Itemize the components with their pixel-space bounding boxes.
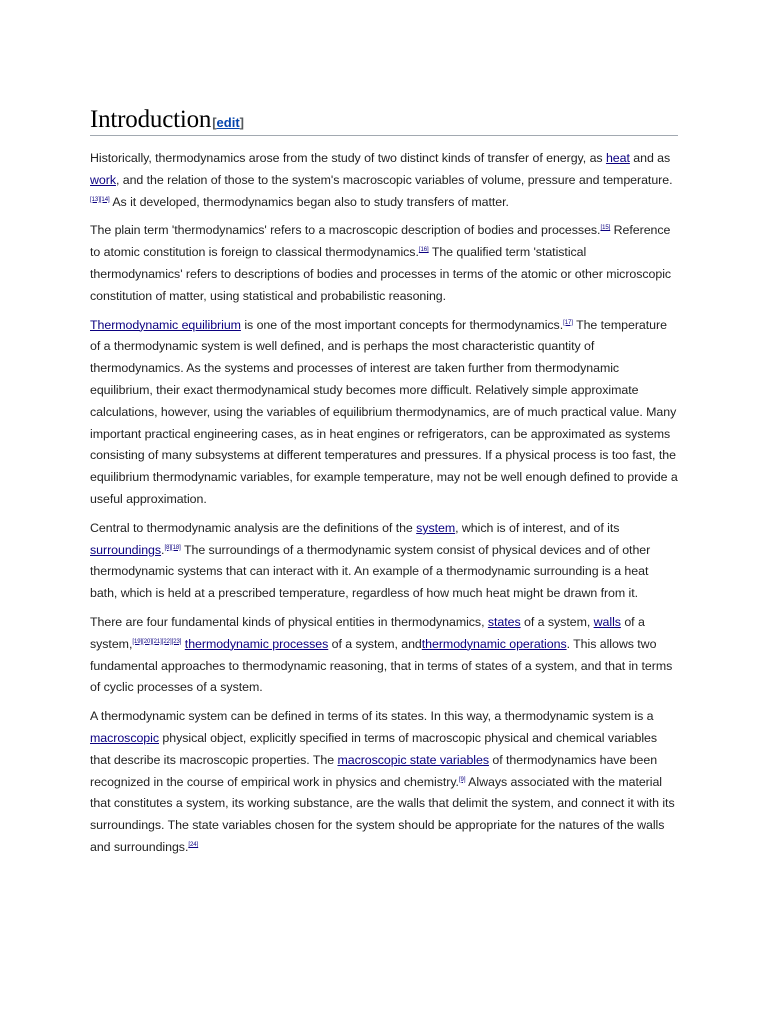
- link-thermodynamic-operations[interactable]: thermodynamic operations: [421, 636, 567, 651]
- text: of thermodynamics have been recognized in the course of empirical work in physics and chemistry.: [90, 752, 658, 789]
- text: , and the relation of those to the system's macroscopic variables of volume, pressure and temperature.: [115, 172, 673, 187]
- text: There are four fundamental kinds of physical entities in thermodynamics,: [90, 614, 488, 629]
- edit-bracket-close: ]: [239, 115, 244, 130]
- text: .: [161, 542, 165, 557]
- citation-ref[interactable]: [19][20][21][22][23]: [132, 638, 182, 645]
- link-heat[interactable]: heat: [605, 151, 630, 165]
- text: A thermodynamic system can be defined in terms of its states. In this way, a thermodynamic system is a: [90, 709, 654, 724]
- paragraph-1: [90, 148, 678, 213]
- link-thermodynamic-equilibrium[interactable]: Thermodynamic equilibrium: [90, 317, 241, 332]
- citation-ref[interactable]: [17]: [563, 319, 573, 326]
- link-thermodynamic-processes[interactable]: thermodynamic processes: [184, 636, 329, 651]
- article-body: [90, 106, 678, 866]
- text: Always associated with the material that constitutes a system, its working substance, are the walls that delimit the system, and connect it with its surroundings. The state variables chosen for the system should be appropriate for the natures of the walls and surroundings.: [90, 774, 675, 854]
- text: The qualified term 'statistical thermodynamics' refers to descriptions of bodies and processes in terms of the atomic or other microscopic constitution of matter, using statistical and probabilistic reasoning.: [90, 245, 672, 303]
- link-system[interactable]: system: [416, 520, 456, 535]
- paragraph-6: [90, 706, 678, 859]
- link-states[interactable]: states: [487, 614, 521, 629]
- text: . This allows two fundamental approaches to thermodynamic reasoning, that in terms of states of a system, and that in terms of cyclic processes of a system.: [90, 636, 673, 695]
- paragraph-4: [90, 518, 678, 605]
- text: Reference to atomic constitution is foreign to classical thermodynamics.: [90, 223, 671, 260]
- link-macroscopic-state-variables[interactable]: macroscopic state variables: [337, 752, 489, 767]
- text: , which is of interest, and of its: [455, 520, 620, 535]
- text: As it developed, thermodynamics began also to study transfers of matter.: [109, 194, 509, 209]
- paragraph-5: [90, 612, 678, 699]
- citation-ref[interactable]: [8][18]: [164, 544, 181, 551]
- edit-section: [212, 115, 244, 130]
- text: Central to thermodynamic analysis are the definitions of the: [90, 520, 417, 535]
- text: The plain term 'thermodynamics' refers to a macroscopic description of bodies and processes.: [90, 223, 601, 238]
- text: is one of the most important concepts for thermodynamics.: [240, 317, 564, 332]
- citation-ref[interactable]: [13][14]: [90, 196, 110, 203]
- text: The surroundings of a thermodynamic system consist of physical devices and of other thermodynamic systems that can interact with it. An example of a thermodynamic surrounding is a heat bath, which is held at a prescribed temperature, regardless of how much heat might be drawn from it.: [90, 542, 651, 601]
- text: of a system,: [90, 614, 645, 651]
- edit-link[interactable]: edit: [216, 115, 240, 130]
- link-work[interactable]: work: [90, 172, 116, 187]
- citation-ref[interactable]: [16]: [418, 247, 429, 254]
- text: Historically, thermodynamics arose from the study of two distinct kinds of transfer of energy, as: [90, 151, 606, 165]
- text: The temperature of a thermodynamic system is well defined, and is perhaps the most characteristic quantity of thermodynamics. As the systems and processes of interest are taken further from thermodynamic equilibrium, their exact thermodynamical study becomes more difficult. Relatively simple approximate calculations, however, using the variables of equilibrium thermodynamics, are of much practical value. Many important practical engineering cases, as in heat engines or refrigerators, can be approximated as systems consisting of many subsystems at different temperatures and pressures. If a physical process is too fast, the equilibrium thermodynamic variables, for example temperature, may not be well enough defined to provide a useful approximation.: [90, 317, 678, 506]
- link-surroundings[interactable]: surroundings: [90, 542, 162, 557]
- paragraph-3: [90, 315, 678, 511]
- link-walls[interactable]: walls: [593, 614, 621, 629]
- section-title: Introduction: [90, 106, 212, 133]
- citation-ref[interactable]: [9]: [458, 776, 466, 783]
- paragraph-2: [90, 220, 678, 307]
- text: and as: [629, 151, 671, 165]
- text: of a system, and: [328, 636, 422, 651]
- text: physical object, explicitly specified in terms of macroscopic physical and chemical variables that describe its macroscopic properties. The: [90, 730, 658, 767]
- citation-ref[interactable]: [15]: [600, 225, 611, 232]
- citation-ref[interactable]: [24]: [188, 841, 199, 848]
- link-macroscopic[interactable]: macroscopic: [90, 730, 159, 745]
- edit-bracket-open: [: [212, 115, 217, 130]
- section-heading: [90, 106, 678, 136]
- text: of a system,: [520, 614, 594, 629]
